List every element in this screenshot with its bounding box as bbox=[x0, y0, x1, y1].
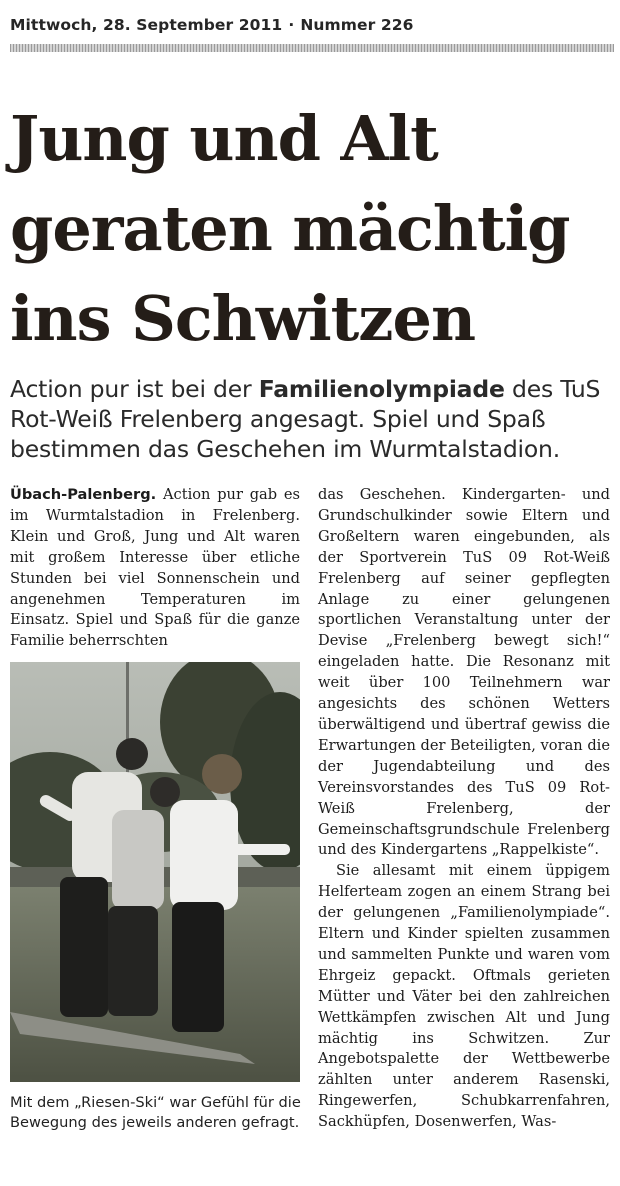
photo-illustration bbox=[10, 662, 300, 1082]
masthead-separator: · bbox=[288, 16, 295, 34]
placeline: Übach-Palenberg. bbox=[10, 486, 157, 503]
headline: Jung und Alt geraten mächtig ins Schwitzen bbox=[10, 102, 570, 355]
article-column-2 bbox=[318, 485, 610, 1133]
subhead-emphasis: Familienolympiade bbox=[258, 375, 505, 403]
masthead-issue: Nummer 226 bbox=[300, 16, 414, 34]
masthead-date: Mittwoch, 28. September 2011 bbox=[10, 16, 283, 34]
column-1-text: Action pur gab es im Wurmtalstadion in Frelenberg. Klein und Groß, Jung und Alt waren mit großem Interesse über etliche Stunden bei viel Sonnenschein und angenehmen Temperaturen im Einsatz. Spiel und Spaß für die ganze Familie beherrschten bbox=[10, 486, 300, 650]
column-2-paragraph-2: Sie allesamt mit einem üppigem Helferteam zogen an einem Strang bei der gelungenen „Familienolympiade“. Eltern und Kinder spielten zusammen und sammelten Punkte und waren vom Ehrgeiz gepackt. Oftmals gerieten Mütter und Väter bei den zahlreichen Wettkämpfen zwischen Alt und Jung mächtig ins Schwitzen. Zur Angebotspalette der Wettbewerbe zählten unter anderem Rasenski, Ringewerfen, Schubkarrenfahren, Sackhüpfen, Dosenwerfen, Was- bbox=[318, 862, 610, 1131]
subheadline bbox=[10, 374, 610, 464]
masthead-rule bbox=[10, 44, 614, 52]
article-photo bbox=[10, 662, 300, 1082]
subhead-rest: des TuS Rot-Weiß Frelenberg angesagt. Spiel und Spaß bestimmen das Geschehen im Wurmtalstadion. bbox=[10, 375, 601, 463]
subhead-lead: Action pur ist bei der bbox=[10, 375, 259, 403]
masthead bbox=[10, 16, 610, 34]
photo-caption: Mit dem „Riesen-Ski“ war Gefühl für die Bewegung des jeweils anderen gefragt. bbox=[10, 1094, 301, 1131]
article-column-1 bbox=[10, 485, 300, 652]
column-2-paragraph-1: das Geschehen. Kindergarten- und Grundschulkinder sowie Eltern und Großeltern waren eingebunden, als der Sportverein TuS 09 Rot-Weiß Frelenberg auf seiner gepflegten Anlage zu einer gelungenen sportlichen Veranstaltung unter der Devise „Frelenberg bewegt sich!“ eingeladen hatte. Die Resonanz mit weit über 100 Teilnehmern war angesichts des schönen Wetters überwältigend und übertraf gewiss die Erwartungen der Beteiligten, voran die der Jugendabteilung und des Vereinsvorstandes des TuS 09 Rot-Weiß Frelenberg, der Gemeinschaftsgrundschule Frelenberg und des Kindergartens „Rappelkiste“. bbox=[318, 486, 610, 859]
